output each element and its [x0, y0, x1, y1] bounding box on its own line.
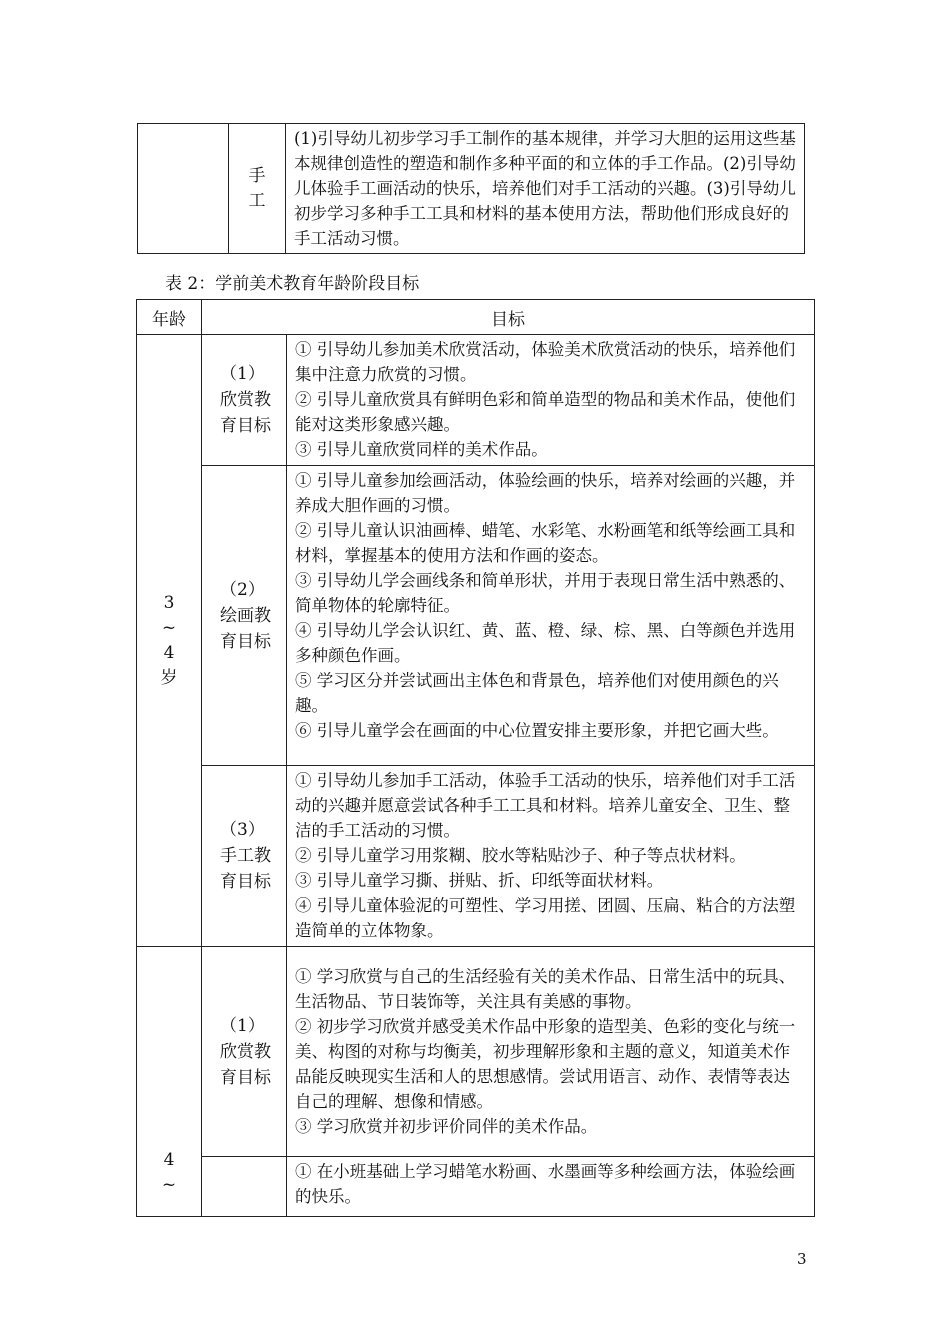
- goal-item: ① 引导儿童参加绘画活动，体验绘画的快乐，培养对绘画的兴趣，并养成大胆作画的习惯。: [295, 471, 796, 515]
- header-goal: 目标: [202, 300, 815, 335]
- age-cell-3-4: [137, 335, 202, 947]
- header-age: 年龄: [137, 300, 202, 335]
- age-label: 4 ~: [161, 1150, 177, 1195]
- table-caption: 表 2：学前美术教育年龄阶段目标: [165, 274, 420, 294]
- subject-cell: （3）手工教育目标: [202, 766, 287, 947]
- empty-cell: [138, 124, 229, 254]
- handcraft-goals-cell: (1)引导幼儿初步学习手工制作的基本规律，并学习大胆的运用这些基本规律创造性的塑造和制作多种平面的和立体的手工作品。(2)引导幼儿体验手工画活动的快乐，培养他们对手工活动的兴趣。(3)引导幼儿初步学习多种手工工具和材料的基本使用方法，帮助他们形成良好的手工活动习惯。: [286, 124, 805, 254]
- goal-item: ① 引导幼儿参加手工活动，体验手工活动的快乐，培养他们对手工活动的兴趣并愿意尝试各种手工工具和材料。培养儿童安全、卫生、整洁的手工活动的习惯。: [295, 771, 796, 840]
- goal-item: ① 在小班基础上学习蜡笔水粉画、水墨画等多种绘画方法，体验绘画的快乐。: [295, 1162, 796, 1206]
- age-goals-table: [136, 299, 815, 1217]
- age-cell-4: [137, 947, 202, 1217]
- subject-handcraft-cell: [229, 124, 286, 254]
- goals-cell: [287, 1157, 815, 1217]
- continued-table: [137, 123, 805, 254]
- goals-cell: [287, 335, 815, 466]
- subject-cell: [202, 1157, 287, 1217]
- goal-item: ④ 引导儿童体验泥的可塑性、学习用搓、团圆、压扁、粘合的方法塑造简单的立体物象。: [295, 896, 796, 940]
- goal-item: ① 引导幼儿参加美术欣赏活动，体验美术欣赏活动的快乐，培养他们集中注意力欣赏的习惯。: [295, 340, 796, 384]
- goal-item: ⑥ 引导儿童学会在画面的中心位置安排主要形象，并把它画大些。: [295, 721, 779, 740]
- goal-item: ② 引导儿童欣赏具有鲜明色彩和简单造型的物品和美术作品，使他们能对这类形象感兴趣。: [295, 390, 796, 434]
- subject-label: 手工: [248, 165, 266, 211]
- goals-cell: [287, 766, 815, 947]
- subject-cell: （2）绘画教育目标: [202, 466, 287, 766]
- goals-cell: [287, 466, 815, 766]
- goal-item: ④ 引导幼儿学会认识红、黄、蓝、橙、绿、棕、黑、白等颜色并选用多种颜色作画。: [295, 621, 796, 665]
- goal-item: ② 引导儿童学习用浆糊、胶水等粘贴沙子、种子等点状材料。: [295, 846, 746, 865]
- goal-item: ② 初步学习欣赏并感受美术作品中形象的造型美、色彩的变化与统一美、构图的对称与均衡美，初步理解形象和主题的意义，知道美术作品能反映现实生活和人的思想感情。尝试用语言、动作、表情等表达自己的理解、想像和情感。: [295, 1016, 796, 1111]
- goal-item: ① 学习欣赏与自己的生活经验有关的美术作品、日常生活中的玩具、生活物品、节日装饰等，关注具有美感的事物。: [295, 966, 796, 1011]
- goals-cell: [287, 947, 815, 1157]
- goal-item: ② 引导儿童认识油画棒、蜡笔、水彩笔、水粉画笔和纸等绘画工具和材料，掌握基本的使用方法和作画的姿态。: [295, 521, 796, 565]
- page-number: 3: [797, 1250, 807, 1268]
- goal-item: ③ 引导幼儿学会画线条和简单形状，并用于表现日常生活中熟悉的、简单物体的轮廓特征。: [295, 571, 796, 615]
- subject-cell: （1）欣赏教育目标: [202, 335, 287, 466]
- goal-item: ③ 学习欣赏并初步评价同伴的美术作品。: [295, 1116, 598, 1136]
- goal-item: ③ 引导儿童欣赏同样的美术作品。: [295, 440, 548, 459]
- subject-cell: （1）欣赏教育目标: [202, 947, 287, 1157]
- age-label: 3 ~ 4 岁: [160, 592, 178, 688]
- goal-item: ⑤ 学习区分并尝试画出主体色和背景色，培养他们对使用颜色的兴趣。: [295, 671, 779, 715]
- goal-item: ③ 引导儿童学习撕、拼贴、折、印纸等面状材料。: [295, 871, 664, 890]
